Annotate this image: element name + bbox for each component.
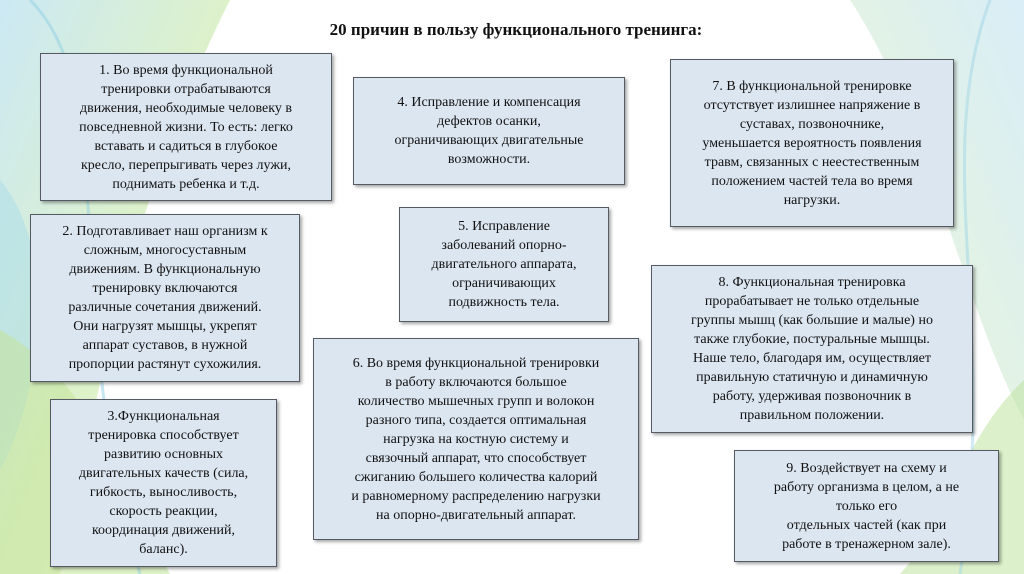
- reason-box-2: 2. Подготавливает наш организм к сложным, многосуставным движениям. В функциональную тренировку включаются различные сочетания движений. Они нагрузят мышцы, укрепят аппарат суставов, в нужной пропорции растянут сухожилия.: [30, 214, 300, 382]
- reason-box-7: 7. В функциональной тренировке отсутствует излишнее напряжение в суставах, позвоночнике, уменьшается вероятность появления травм, связанных с неестественным положением частей тела во время нагрузки.: [670, 59, 954, 227]
- reason-box-8: 8. Функциональная тренировка прорабатывает не только отдельные группы мышц (как большие и малые) но также глубокие, постуральные мышцы. Наше тело, благодаря им, осуществляет правильную статичную и динамичную работу, удерживая позвоночник в правильном положении.: [651, 265, 973, 433]
- slide-title: 20 причин в пользу функционального тренинга:: [329, 20, 703, 39]
- reason-box-3: 3.Функциональная тренировка способствует развитию основных двигательных качеств (сила, гибкость, выносливость, скорость реакции, координация движений, баланс).: [50, 399, 277, 567]
- reason-box-9: 9. Воздействует на схему и работу организма в целом, а не только его отдельных частей (как при работе в тренажерном зале).: [734, 450, 999, 562]
- reason-box-5: 5. Исправление заболеваний опорно- двигательного аппарата, ограничивающих подвижность тела.: [399, 207, 609, 322]
- reason-box-6: 6. Во время функциональной тренировки в работу включаются большое количество мышечных групп и волокон разного типа, создается оптимальная нагрузка на костную систему и связочный аппарат, что способствует сжиганию большего количества калорий и равномерному распределению нагрузки на опорно-двигательный аппарат.: [313, 338, 639, 540]
- reason-box-4: 4. Исправление и компенсация дефектов осанки, ограничивающих двигательные возможности.: [353, 77, 625, 185]
- reason-box-1: 1. Во время функциональной тренировки отрабатываются движения, необходимые человеку в повседневной жизни. То есть: легко вставать и садиться в глубокое кресло, перепрыгивать через лужи, поднимать ребенка и т.д.: [40, 53, 332, 201]
